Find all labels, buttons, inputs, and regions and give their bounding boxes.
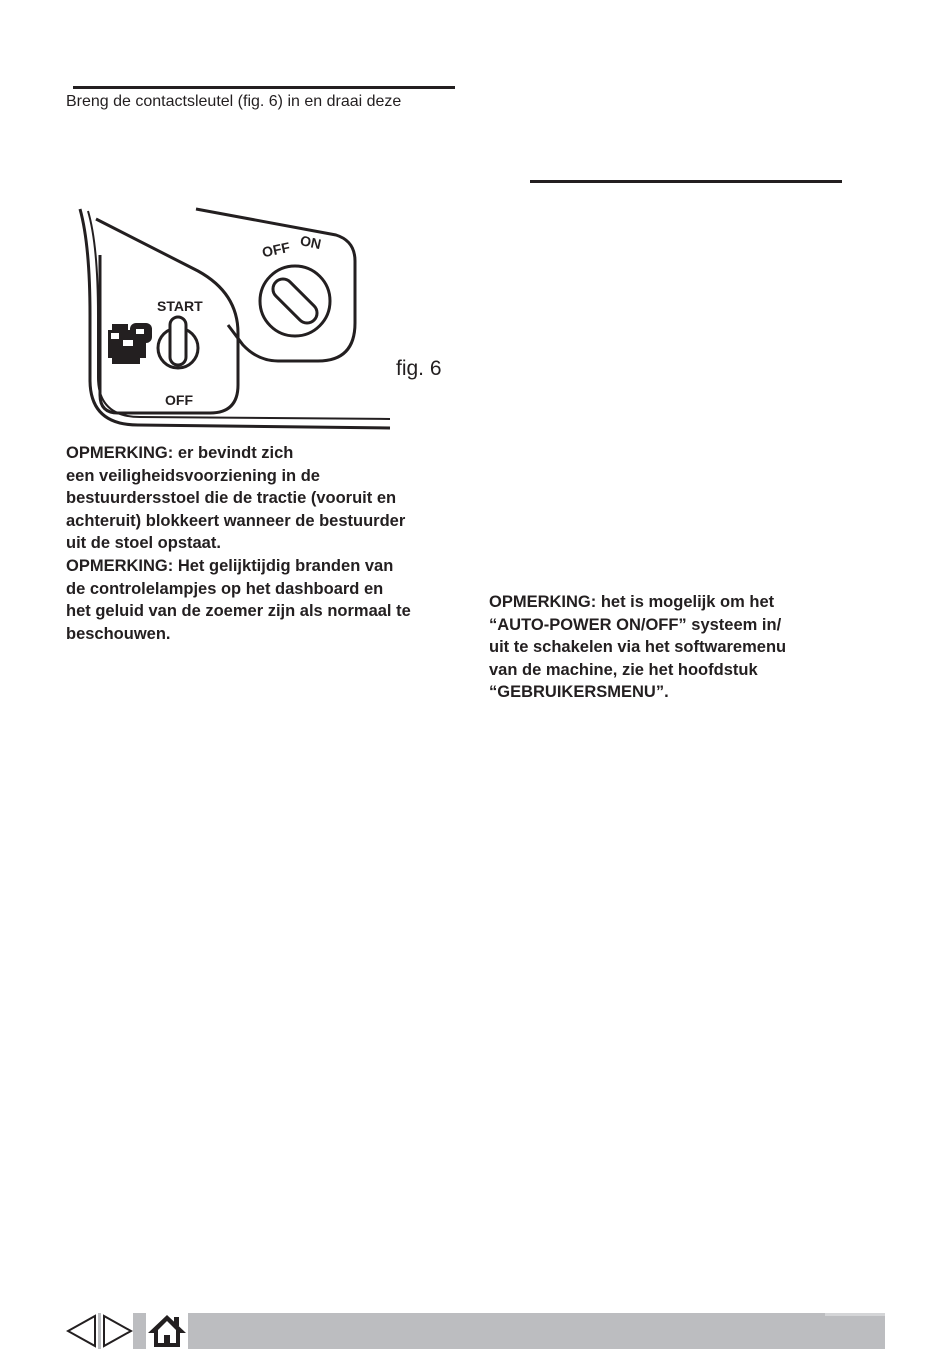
note-left-para-1: OPMERKING: er bevindt zich een veiligheidsvoorziening in de bestuurdersstoel die de tractie (vooruit en achteruit) blokkeert wanneer de bestuurder uit de stoel opstaat. [66,444,406,553]
note-left-para-2: OPMERKING: Het gelijktijdig branden van de controlelampjes op het dashboard en het geluid van de zoemer zijn als normaal te beschouwen. [66,556,411,643]
arrow-right-icon[interactable] [101,1313,133,1349]
note-left [66,442,466,645]
switch-panel-outline [96,219,238,413]
start-label: START [157,298,203,314]
intro-text: Breng de contactsleutel (fig. 6) in en draai deze [66,93,402,110]
figure-caption: fig. 6 [396,357,442,380]
key-on-label: ON [298,232,323,253]
switch-off-label: OFF [165,392,193,408]
arrow-left-icon[interactable] [66,1313,98,1349]
housing-outline [80,209,390,428]
ignition-panel-figure [78,205,398,435]
section-rule-left [73,86,455,89]
section-rule-right [530,180,842,183]
engine-icon [108,323,152,364]
key-off-label: OFF [260,238,292,261]
home-icon[interactable] [146,1313,188,1349]
footer-bar [66,1313,885,1349]
note-right: OPMERKING: het is mogelijk om het “AUTO-POWER ON/OFF” systeem in/ uit te schakelen via het softwaremenu van de machine, zie het hoofdstuk “GEBRUIKERSMENU”. [489,593,787,702]
